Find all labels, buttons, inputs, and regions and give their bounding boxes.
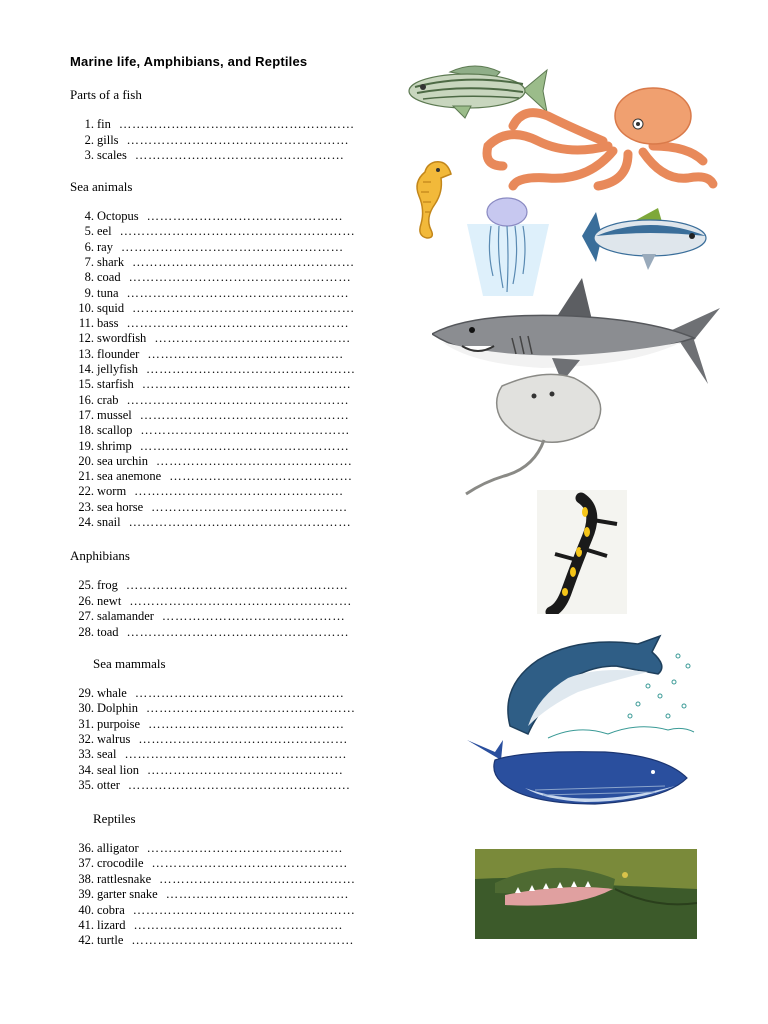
answer-blank[interactable]: ………………………………………… xyxy=(134,148,345,162)
item-word: sea horse xyxy=(97,499,144,514)
item-word: scales xyxy=(97,148,127,162)
item-number: 34. xyxy=(78,762,94,777)
answer-blank[interactable]: …………………………………… xyxy=(165,887,350,902)
section-heading: Sea animals xyxy=(70,179,133,194)
answer-blank[interactable]: …………………………………………… xyxy=(125,578,349,592)
answer-blank[interactable]: ……………………………………… xyxy=(146,841,344,855)
item-word: toad xyxy=(97,624,119,639)
list-item xyxy=(70,331,351,346)
answer-blank[interactable]: …………………………………………… xyxy=(128,515,352,529)
item-number: 38. xyxy=(78,871,94,886)
list-item xyxy=(70,887,349,902)
answer-blank[interactable]: ……………………………………… xyxy=(148,716,345,731)
item-word: sea anemone xyxy=(97,469,162,484)
list-item xyxy=(70,209,343,224)
list-item xyxy=(70,856,348,871)
answer-blank[interactable]: ……………………………………… xyxy=(151,856,349,871)
answer-blank[interactable]: ……………………………………… xyxy=(147,346,344,361)
item-word: fin xyxy=(97,117,111,131)
item-word: garter snake xyxy=(97,887,158,902)
list-item xyxy=(70,301,355,316)
item-word: worm xyxy=(97,484,127,499)
item-word: walrus xyxy=(97,731,131,746)
item-word: rattlesnake xyxy=(97,871,152,886)
item-number: 40. xyxy=(78,902,94,917)
answer-blank[interactable]: ………………………………………… xyxy=(134,484,344,499)
list-item xyxy=(70,918,343,933)
item-number: 22. xyxy=(78,484,94,499)
list-item xyxy=(70,393,349,408)
list-item xyxy=(70,408,349,423)
answer-blank[interactable]: …………………………………………… xyxy=(124,747,348,762)
item-word: crocodile xyxy=(97,856,144,871)
item-word: tuna xyxy=(97,285,119,300)
list-item xyxy=(70,609,345,624)
item-word: starfish xyxy=(97,377,134,392)
answer-blank[interactable]: ……………………………………… xyxy=(151,499,348,514)
item-number: 35. xyxy=(78,777,94,792)
item-number: 15. xyxy=(78,377,94,392)
list-item xyxy=(70,377,351,392)
answer-blank[interactable]: …………………………………………… xyxy=(127,777,351,792)
item-number: 31. xyxy=(78,716,94,731)
list-item xyxy=(70,778,351,793)
answer-blank[interactable]: ………………………………………… xyxy=(134,686,345,700)
answer-blank[interactable]: …………………………………………… xyxy=(120,239,344,254)
answer-blank[interactable]: …………………………………………… xyxy=(126,132,350,147)
answer-blank[interactable]: …………………………………………… xyxy=(131,933,355,948)
list-item xyxy=(70,224,355,239)
list-item xyxy=(70,903,355,918)
item-number: 6. xyxy=(84,239,94,254)
item-word: whale xyxy=(97,686,127,700)
answer-blank[interactable]: …………………………………………… xyxy=(132,254,355,269)
item-word: newt xyxy=(97,593,122,608)
item-word: swordfish xyxy=(97,331,147,346)
answer-blank[interactable]: …………………………………………… xyxy=(126,624,350,639)
seahorse-image xyxy=(405,152,455,242)
item-number: 12. xyxy=(78,331,94,346)
list-item xyxy=(70,747,347,762)
item-number: 39. xyxy=(78,887,94,902)
section-heading: Reptiles xyxy=(93,811,136,826)
item-word: crab xyxy=(97,392,119,407)
answer-blank[interactable]: …………………………………… xyxy=(169,469,353,484)
item-number: 37. xyxy=(78,856,94,871)
item-word: Dolphin xyxy=(97,701,138,716)
answer-blank[interactable]: ………………………………………… xyxy=(145,701,356,716)
list-item xyxy=(70,578,349,593)
item-word: gills xyxy=(97,132,119,147)
item-word: lizard xyxy=(97,918,126,932)
item-number: 10. xyxy=(78,300,94,315)
item-word: cobra xyxy=(97,902,125,917)
list-item xyxy=(70,872,356,887)
item-number: 27. xyxy=(78,609,94,623)
list-item xyxy=(70,347,344,362)
list-item xyxy=(70,625,349,640)
item-number: 32. xyxy=(78,731,94,746)
item-number: 33. xyxy=(78,747,94,762)
list-item xyxy=(70,423,350,438)
item-number: 21. xyxy=(78,469,94,484)
salamander-image xyxy=(537,490,627,614)
answer-blank[interactable]: …………………………………… xyxy=(161,609,346,623)
answer-blank[interactable]: ……………………………………… xyxy=(146,209,344,223)
list-item xyxy=(70,469,353,484)
section-heading: Anphibians xyxy=(70,548,130,563)
item-word: coad xyxy=(97,270,121,285)
item-word: purpoise xyxy=(97,716,141,731)
item-word: flounder xyxy=(97,346,140,361)
answer-blank[interactable]: …………………………………………… xyxy=(126,316,350,331)
list-item xyxy=(70,515,351,530)
list-item xyxy=(70,732,348,747)
answer-blank[interactable]: ………………………………………… xyxy=(133,918,344,932)
tuna-image xyxy=(582,206,710,274)
item-number: 19. xyxy=(78,438,94,453)
item-number: 5. xyxy=(84,224,94,239)
item-word: ray xyxy=(97,239,113,254)
item-number: 20. xyxy=(78,453,94,468)
answer-blank[interactable]: ………………………………………… xyxy=(139,407,350,422)
item-number: 13. xyxy=(78,346,94,361)
answer-blank[interactable]: …………………………………………… xyxy=(126,285,350,300)
item-number: 3. xyxy=(84,148,94,162)
answer-blank[interactable]: ………………………………………… xyxy=(141,377,352,392)
item-word: jellyfish xyxy=(97,362,138,376)
answer-blank[interactable]: ……………………………………… xyxy=(156,453,353,468)
item-number: 25. xyxy=(78,578,94,592)
answer-blank[interactable]: …………………………………………… xyxy=(129,593,353,608)
dolphin-image xyxy=(498,626,698,744)
list-item xyxy=(70,484,344,499)
item-word: frog xyxy=(97,578,118,592)
answer-blank[interactable]: ………………………………………… xyxy=(145,362,356,376)
item-word: shark xyxy=(97,254,125,269)
list-item xyxy=(70,316,349,331)
item-number: 36. xyxy=(78,841,94,855)
list-item xyxy=(70,454,353,469)
ray-image xyxy=(464,368,614,498)
list-item xyxy=(70,270,351,285)
page-title: Marine life, Amphibians, and Reptiles xyxy=(70,54,308,69)
answer-blank[interactable]: ……………………………………………… xyxy=(119,224,356,239)
item-word: mussel xyxy=(97,407,132,422)
item-number: 7. xyxy=(84,254,94,269)
item-number: 42. xyxy=(78,933,94,948)
item-word: alligator xyxy=(97,841,139,855)
item-word: seal lion xyxy=(97,762,140,777)
list-item xyxy=(70,594,352,609)
item-word: bass xyxy=(97,316,119,331)
item-word: sea urchin xyxy=(97,453,149,468)
item-number: 16. xyxy=(78,392,94,407)
list-item xyxy=(70,133,349,148)
item-word: eel xyxy=(97,224,112,239)
list-item xyxy=(70,841,343,856)
answer-blank[interactable]: ………………………………………… xyxy=(140,423,351,438)
list-item xyxy=(70,717,345,732)
list-item xyxy=(70,286,349,301)
item-number: 29. xyxy=(78,686,94,700)
item-number: 18. xyxy=(78,423,94,438)
answer-blank[interactable]: ……………………………………… xyxy=(154,331,351,346)
item-word: shrimp xyxy=(97,438,132,453)
list-item xyxy=(70,240,344,255)
item-word: snail xyxy=(97,515,121,529)
item-number: 41. xyxy=(78,918,94,932)
item-number: 28. xyxy=(78,624,94,639)
list-item xyxy=(70,117,355,132)
item-number: 11. xyxy=(78,316,94,331)
item-word: otter xyxy=(97,777,120,792)
list-item xyxy=(70,500,348,515)
octopus-image xyxy=(478,86,723,194)
list-item xyxy=(70,763,344,778)
whale-image xyxy=(465,738,693,810)
item-word: squid xyxy=(97,300,125,315)
list-item xyxy=(70,686,344,701)
item-word: scallop xyxy=(97,423,133,438)
list-item xyxy=(70,362,356,377)
item-number: 14. xyxy=(78,362,94,376)
item-word: turtle xyxy=(97,933,124,948)
alligator-image xyxy=(475,849,697,939)
answer-blank[interactable]: …………………………………………… xyxy=(126,392,350,407)
item-word: salamander xyxy=(97,609,154,623)
item-word: Octopus xyxy=(97,209,139,223)
answer-blank[interactable]: ………………………………………… xyxy=(139,438,350,453)
item-number: 30. xyxy=(78,701,94,716)
item-number: 17. xyxy=(78,407,94,422)
answer-blank[interactable]: ……………………………………… xyxy=(159,871,356,886)
answer-blank[interactable]: ………………………………………… xyxy=(138,731,348,746)
list-item xyxy=(70,701,356,716)
item-number: 2. xyxy=(84,132,94,147)
answer-blank[interactable]: …………………………………………… xyxy=(132,300,355,315)
item-number: 8. xyxy=(84,270,94,285)
item-number: 24. xyxy=(78,515,94,529)
list-item xyxy=(70,439,349,454)
item-word: seal xyxy=(97,747,117,762)
section-heading: Sea mammals xyxy=(93,656,166,671)
list-item xyxy=(70,255,355,270)
list-item xyxy=(70,933,354,948)
list-item xyxy=(70,148,344,163)
item-number: 23. xyxy=(78,499,94,514)
answer-blank[interactable]: …………………………………………… xyxy=(128,270,352,285)
answer-blank[interactable]: ……………………………………………… xyxy=(118,117,355,131)
item-number: 26. xyxy=(78,593,94,608)
item-number: 4. xyxy=(84,209,94,223)
answer-blank[interactable]: …………………………………………… xyxy=(132,902,356,917)
section-heading: Parts of a fish xyxy=(70,87,142,102)
answer-blank[interactable]: ……………………………………… xyxy=(147,762,344,777)
item-number: 1. xyxy=(84,117,94,131)
item-number: 9. xyxy=(84,285,94,300)
